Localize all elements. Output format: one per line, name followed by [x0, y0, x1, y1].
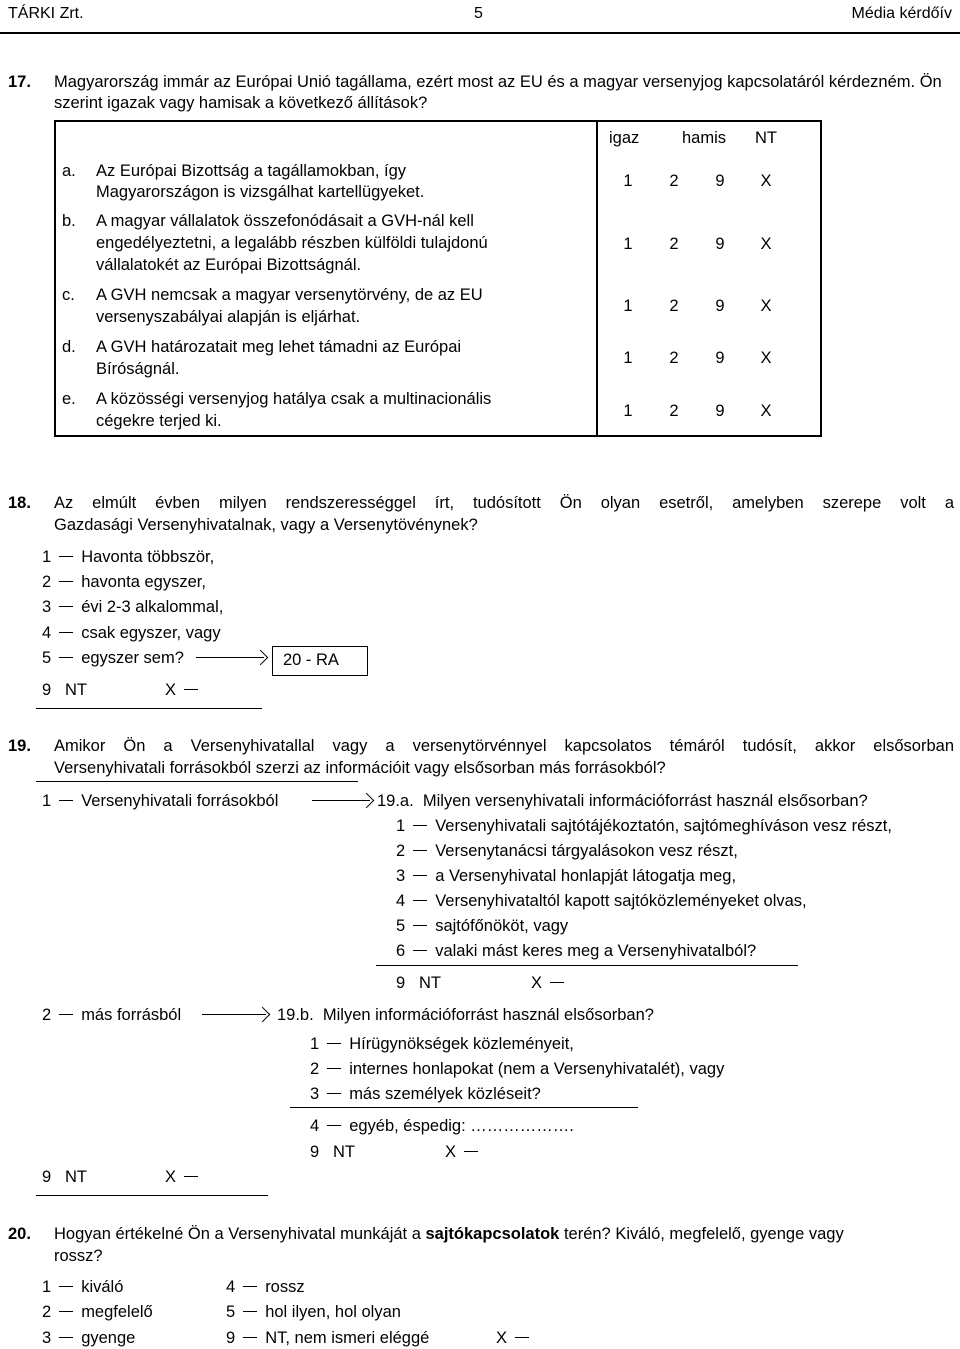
option-code: 9: [226, 1329, 236, 1347]
option-label: Hírügynökségek közleményeit,: [349, 1035, 574, 1053]
option-code: 3: [396, 867, 406, 885]
code-dontknow[interactable]: 9: [715, 402, 725, 420]
branch-arrow: [202, 1014, 266, 1015]
question-18-text: Gazdasági Versenyhivatalnak, vagy a Versenytövénynek?: [54, 516, 478, 534]
question-18-number: 18.: [8, 494, 31, 512]
question-20-text: rossz?: [54, 1247, 103, 1265]
statement-text: Bíróságnál.: [96, 360, 180, 378]
dash: [59, 1337, 73, 1338]
code-false[interactable]: 2: [669, 172, 679, 190]
option-code: 6: [396, 942, 406, 960]
answer-option-other[interactable]: [310, 1116, 574, 1137]
dash: [327, 1043, 341, 1044]
option-code: 3: [42, 598, 52, 616]
option-code: 4: [42, 624, 52, 642]
option-divider: [36, 708, 262, 709]
option-label: kiváló: [81, 1278, 124, 1296]
question-18-text: Az elmúlt évben milyen rendszerességgel írt, tudósított Ön olyan esetről, amelyben szerepe volt a: [54, 494, 954, 512]
skip-instruction: 20 - RA: [283, 651, 339, 669]
option-code: 3: [310, 1085, 320, 1103]
table-divider: [596, 122, 598, 435]
option-label: hol ilyen, hol olyan: [265, 1303, 401, 1321]
answer-option[interactable]: [310, 1059, 724, 1080]
answer-codes[interactable]: [604, 348, 790, 369]
dash: [413, 850, 427, 851]
header-document-title: Média kérdőív: [851, 5, 952, 22]
code-true[interactable]: 1: [623, 172, 633, 190]
answer-option-nt[interactable]: [42, 1167, 206, 1188]
option-label: egyszer sem?: [81, 649, 184, 667]
statement-letter: c.: [62, 286, 75, 304]
dash: [327, 1093, 341, 1094]
question-19a-number: 19.a.: [377, 792, 414, 810]
answer-option[interactable]: [226, 1328, 429, 1349]
option-label: Versenyhivataltól kapott sajtóközleményeket olvas,: [435, 892, 807, 910]
statement-letter: d.: [62, 338, 76, 356]
code-false[interactable]: 2: [669, 402, 679, 420]
dash: [413, 925, 427, 926]
code-refused[interactable]: X: [760, 235, 772, 253]
answer-option[interactable]: [42, 648, 184, 669]
statement-text: Magyarországon is vizsgálhat kartellügyeket.: [96, 183, 425, 201]
answer-option[interactable]: [42, 1277, 123, 1298]
option-code: 1: [42, 1278, 52, 1296]
option-divider: [290, 1107, 638, 1108]
option-divider: [36, 781, 358, 782]
dash: [550, 982, 564, 983]
answer-option[interactable]: [396, 866, 736, 887]
option-code: 5: [42, 649, 52, 667]
option-code: 9: [42, 681, 52, 699]
dash: [59, 1286, 73, 1287]
option-code: 9: [396, 974, 406, 992]
statement-text: vállalatokét az Európai Bizottságnál.: [96, 256, 362, 274]
answer-option[interactable]: [42, 791, 278, 812]
option-code-x: X: [164, 1168, 176, 1186]
code-false[interactable]: 2: [669, 297, 679, 315]
option-code: 5: [396, 917, 406, 935]
text-part: Hogyan értékelné Ön a Versenyhivatal munkáját a: [54, 1225, 426, 1243]
statement-letter: e.: [62, 390, 76, 408]
statement-letter: a.: [62, 162, 76, 180]
dash: [464, 1151, 478, 1152]
code-dontknow[interactable]: 9: [715, 349, 725, 367]
option-label: évi 2-3 alkalommal,: [81, 598, 224, 616]
option-label: csak egyszer, vagy: [81, 624, 221, 642]
option-label: Versenytanácsi tárgyalásokon vesz részt,: [435, 842, 738, 860]
answer-option-x[interactable]: [496, 1328, 537, 1349]
option-label: NT: [64, 1168, 87, 1186]
option-label: NT: [64, 681, 87, 699]
question-19a-text: Milyen versenyhivatali információforrást használ elsősorban?: [422, 792, 868, 810]
statement-text: engedélyeztetni, a legalább részben külföldi tulajdonú: [96, 234, 488, 252]
code-dontknow[interactable]: 9: [715, 172, 725, 190]
dash: [59, 581, 73, 582]
option-code: 4: [396, 892, 406, 910]
option-label: Havonta többször,: [81, 548, 215, 566]
answer-option[interactable]: [42, 597, 223, 618]
option-label: havonta egyszer,: [81, 573, 206, 591]
question-19-number: 19.: [8, 737, 31, 755]
text-emphasis: sajtókapcsolatok: [425, 1225, 560, 1243]
option-code: 4: [226, 1278, 236, 1296]
question-17-text: Magyarország immár az Európai Unió tagállama, ezért most az EU és a magyar versenyjog kapcsolatáról kérdezném. Ön szerint igazak vagy hamisak a következő állítások?: [54, 73, 942, 112]
answer-option[interactable]: [310, 1034, 574, 1055]
answer-option[interactable]: [42, 623, 221, 644]
code-true[interactable]: 1: [623, 235, 633, 253]
option-code-x: X: [164, 681, 176, 699]
code-refused[interactable]: X: [760, 402, 772, 420]
branch-arrow: [312, 800, 370, 801]
answer-option-nt[interactable]: [42, 680, 206, 701]
option-code: 1: [42, 792, 52, 810]
option-code-x: X: [530, 974, 542, 992]
dash: [413, 900, 427, 901]
answer-codes[interactable]: [604, 401, 790, 422]
code-dontknow[interactable]: 9: [715, 297, 725, 315]
option-code: 4: [310, 1117, 320, 1135]
question-19a: [377, 791, 868, 812]
statement-text: A GVH nemcsak a magyar versenytörvény, de az EU: [96, 286, 483, 304]
answer-option[interactable]: [42, 572, 206, 593]
question-19b: [277, 1005, 654, 1026]
option-label: NT: [418, 974, 441, 992]
answer-option[interactable]: [396, 916, 568, 937]
code-refused[interactable]: X: [760, 349, 772, 367]
answer-option[interactable]: [226, 1302, 401, 1323]
dash: [515, 1337, 529, 1338]
option-code: 9: [310, 1143, 320, 1161]
question-19b-text: Milyen információforrást használ elsősorban?: [322, 1006, 654, 1024]
option-divider: [36, 1195, 268, 1196]
column-header-dontknow: NT: [755, 129, 777, 147]
page-number: 5: [474, 5, 483, 22]
dash: [184, 1176, 198, 1177]
code-dontknow[interactable]: 9: [715, 235, 725, 253]
code-refused[interactable]: X: [760, 172, 772, 190]
option-label: rossz: [265, 1278, 305, 1296]
answer-option[interactable]: [42, 547, 214, 568]
dash: [59, 1311, 73, 1312]
question-19b-number: 19.b.: [277, 1006, 314, 1024]
dash: [184, 689, 198, 690]
answer-option[interactable]: [42, 1302, 153, 1323]
statement-text: A GVH határozatait meg lehet támadni az Európai: [96, 338, 462, 356]
option-label: NT, nem ismeri eléggé: [265, 1329, 430, 1347]
answer-option[interactable]: [42, 1005, 181, 1026]
answer-option[interactable]: [396, 841, 738, 862]
question-20-text: [54, 1224, 844, 1245]
statement-letter: b.: [62, 212, 76, 230]
option-code: 1: [42, 548, 52, 566]
option-code: 3: [42, 1329, 52, 1347]
statement-text: cégekre terjed ki.: [96, 412, 222, 430]
statement-text: Az Európai Bizottság a tagállamokban, így: [96, 162, 407, 180]
answer-option[interactable]: [226, 1277, 305, 1298]
dash: [59, 632, 73, 633]
header-divider: [0, 32, 960, 34]
answer-option[interactable]: [396, 941, 756, 962]
dash: [243, 1337, 257, 1338]
dash: [413, 825, 427, 826]
text-part: terén? Kiváló, megfelelő, gyenge vagy: [559, 1225, 844, 1243]
answer-option[interactable]: [42, 1328, 135, 1349]
option-code: 2: [42, 1006, 52, 1024]
option-code-x: X: [444, 1143, 456, 1161]
option-label: megfelelő: [81, 1303, 153, 1321]
dash: [59, 800, 73, 801]
skip-arrow: [196, 657, 264, 658]
answer-option-nt[interactable]: [396, 973, 572, 994]
answer-option[interactable]: [310, 1084, 541, 1105]
option-label: gyenge: [81, 1329, 136, 1347]
code-true[interactable]: 1: [623, 349, 633, 367]
dash: [59, 556, 73, 557]
option-code: 2: [42, 1303, 52, 1321]
dash: [59, 1014, 73, 1015]
option-divider: [376, 965, 798, 966]
answer-codes[interactable]: [604, 296, 790, 317]
option-code: 1: [396, 817, 406, 835]
option-code: 2: [310, 1060, 320, 1078]
dash: [243, 1286, 257, 1287]
dash: [327, 1068, 341, 1069]
option-code-x: X: [496, 1329, 508, 1347]
option-label: internes honlapokat (nem a Versenyhivatalét), vagy: [349, 1060, 725, 1078]
option-label: a Versenyhivatal honlapját látogatja meg,: [435, 867, 737, 885]
dash: [413, 950, 427, 951]
option-label: más személyek közléseit?: [349, 1085, 541, 1103]
column-header-true: igaz: [609, 129, 640, 147]
dash: [327, 1125, 341, 1126]
option-code: 2: [42, 573, 52, 591]
option-code: 1: [310, 1035, 320, 1053]
answer-option[interactable]: [396, 816, 892, 837]
code-true[interactable]: 1: [623, 297, 633, 315]
question-17-number: 17.: [8, 73, 31, 91]
answer-option-nt[interactable]: [310, 1142, 486, 1163]
statement-text: A magyar vállalatok összefonódásait a GVH-nál kell: [96, 212, 474, 230]
column-header-false: hamis: [682, 129, 727, 147]
code-false[interactable]: 2: [669, 235, 679, 253]
option-code: 2: [396, 842, 406, 860]
question-19-text: Amikor Ön a Versenyhivatallal vagy a versenytörvénnyel kapcsolatos témáról tudósít, akkor elsősorban: [54, 737, 954, 755]
option-code: 5: [226, 1303, 236, 1321]
skip-instruction-box: [272, 646, 368, 676]
question-19-text: Versenyhivatali forrásokból szerzi az információit vagy elsősorban más forrásokból?: [54, 759, 666, 777]
option-code: 9: [42, 1168, 52, 1186]
answer-codes[interactable]: [604, 171, 790, 192]
option-label: más forrásból: [81, 1006, 182, 1024]
option-label: Versenyhivatali sajtótájékoztatón, sajtómeghíváson vesz részt,: [435, 817, 892, 835]
code-false[interactable]: 2: [669, 349, 679, 367]
code-refused[interactable]: X: [760, 297, 772, 315]
question-20-number: 20.: [8, 1225, 31, 1243]
answer-codes[interactable]: [604, 234, 790, 255]
dash: [59, 657, 73, 658]
dash: [59, 606, 73, 607]
option-label: egyéb, éspedig: ……………….: [349, 1117, 574, 1135]
statement-text: versenyszabályai alapján is eljárhat.: [96, 308, 361, 326]
statement-text: A közösségi versenyjog hatálya csak a multinacionális: [96, 390, 492, 408]
code-true[interactable]: 1: [623, 402, 633, 420]
option-label: sajtófőnököt, vagy: [435, 917, 569, 935]
header-organization: TÁRKI Zrt.: [8, 5, 84, 22]
dash: [413, 875, 427, 876]
option-label: NT: [332, 1143, 355, 1161]
option-label: Versenyhivatali forrásokból: [81, 792, 279, 810]
dash: [243, 1311, 257, 1312]
answer-option[interactable]: [396, 891, 807, 912]
option-label: valaki mást keres meg a Versenyhivatalból?: [435, 942, 757, 960]
